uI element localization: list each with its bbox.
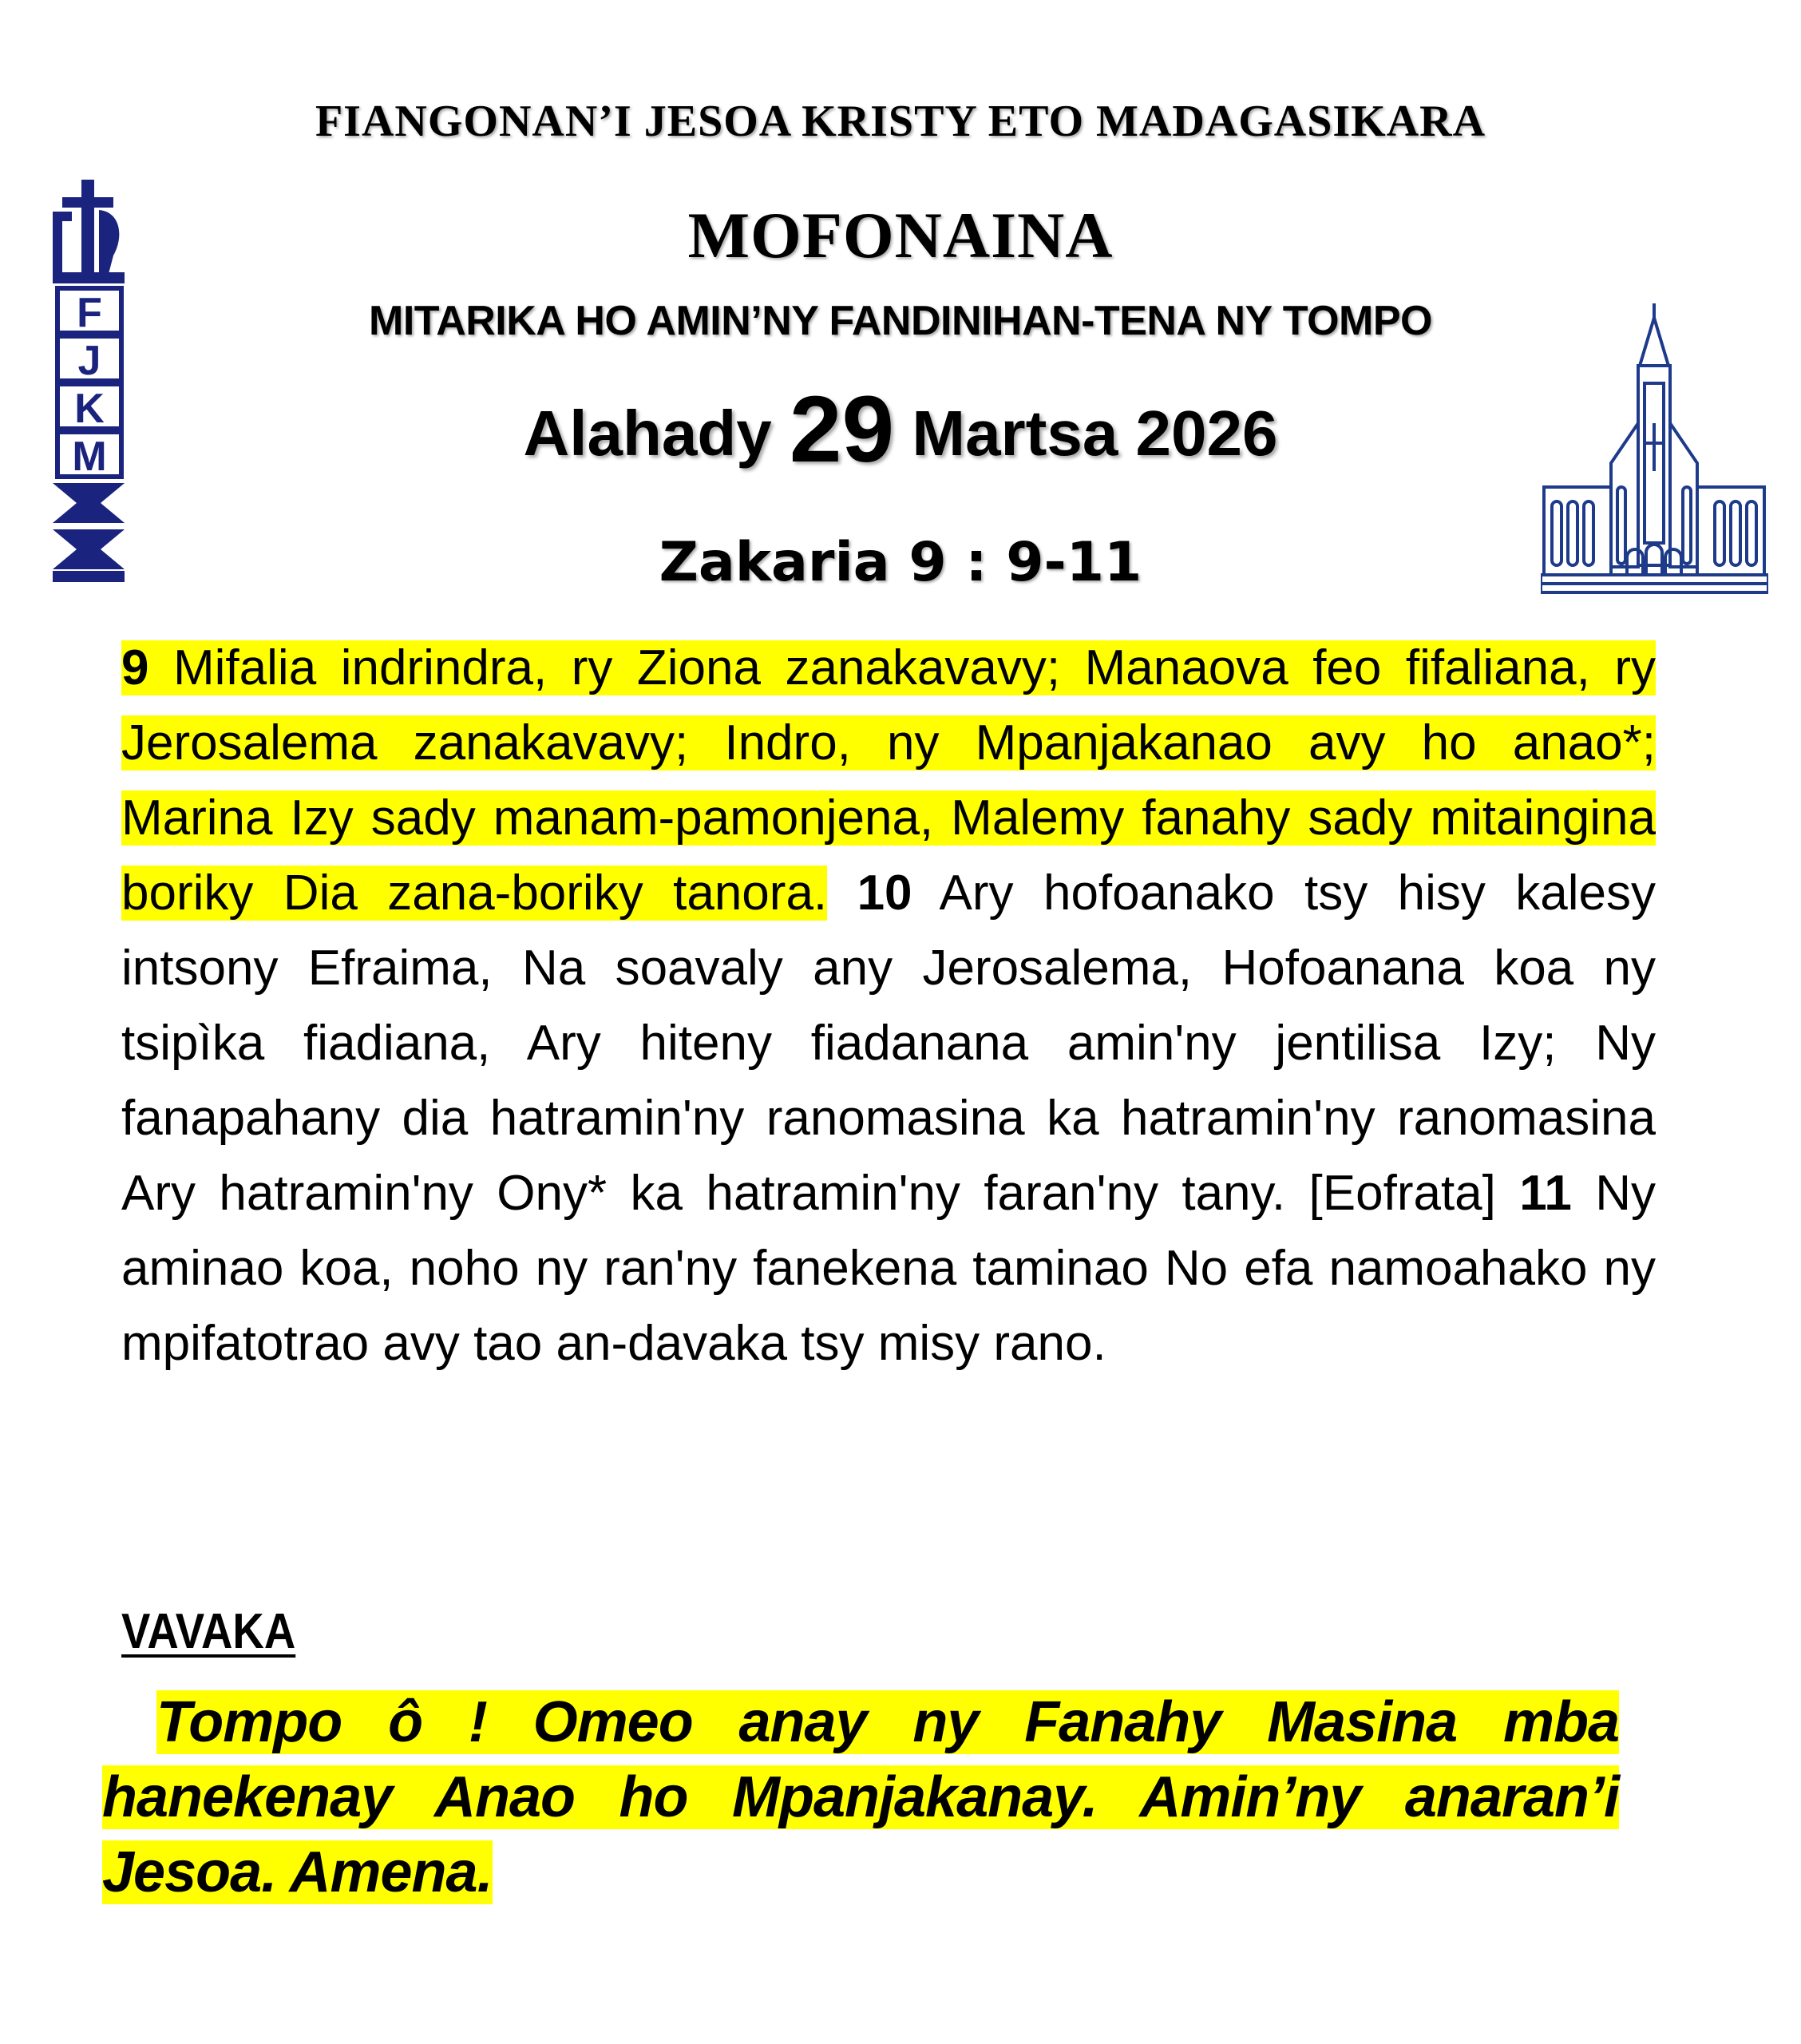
- organization-name: FIANGONAN’I JESOA KRISTY ETO MADAGASIKARA: [315, 97, 1486, 146]
- prayer-paragraph: [102, 1685, 1619, 1910]
- date-month-year: Martsa 2026: [912, 398, 1278, 469]
- logo-letter-m: M: [72, 434, 107, 480]
- scripture-passage: [121, 631, 1656, 1381]
- verse-number-10: 10: [857, 866, 912, 921]
- verse-9-text: Mifalia indrindra, ry Ziona zanakavavy; Manaova feo fifaliana, ry Jerosalema zanakavavy; Indro, ny Mpanjakanao avy ho anao*; Marina Izy sady manam-pamonjena, Malemy fanahy sady mitaingina boriky Dia zana-boriky tanora.: [121, 640, 1656, 921]
- prayer-text: Tompo ô ! Omeo anay ny Fanahy Masina mba hanekenay Anao ho Mpanjakanay. Amin’ny anaran’i Jesoa. Amena.: [102, 1690, 1619, 1904]
- fjkm-logo-icon: [53, 180, 133, 583]
- verse-11-text: Ny aminao koa, noho ny ran'ny fanekena taminao No efa namoahako ny mpifatotrao avy tao an-davaka tsy misy rano.: [121, 1166, 1656, 1371]
- date-line: [0, 375, 1801, 484]
- date-day: 29: [789, 377, 895, 482]
- verse-number-9: 9: [121, 640, 149, 695]
- logo-letter-f: F: [77, 290, 102, 336]
- prayer-heading: VAVAKA: [121, 1604, 296, 1659]
- verse-number-11: 11: [1519, 1166, 1572, 1221]
- page-subtitle: MITARIKA HO AMIN’NY FANDINIHAN-TENA NY TOMPO: [369, 298, 1432, 344]
- church-building-icon: [1541, 303, 1768, 599]
- logo-letter-j: J: [77, 338, 101, 384]
- logo-letter-k: K: [74, 386, 105, 432]
- verse-10-text: Ary hofoanako tsy hisy kalesy intsony Efraima, Na soavaly any Jerosalema, Hofoanana koa ny tsipìka fiadiana, Ary hiteny fiadanana amin'ny jentilisa Izy; Ny fanapahany dia hatramin'ny ranomasina ka hatramin'ny ranomasina Ary hatramin'ny Ony* ka hatramin'ny faran'ny tany. [Eofrata]: [121, 866, 1657, 1221]
- page-title: MOFONAINA: [687, 199, 1114, 271]
- scripture-reference: Zakaria 9 : 9-11: [659, 531, 1142, 594]
- date-weekday: Alahady: [523, 398, 772, 469]
